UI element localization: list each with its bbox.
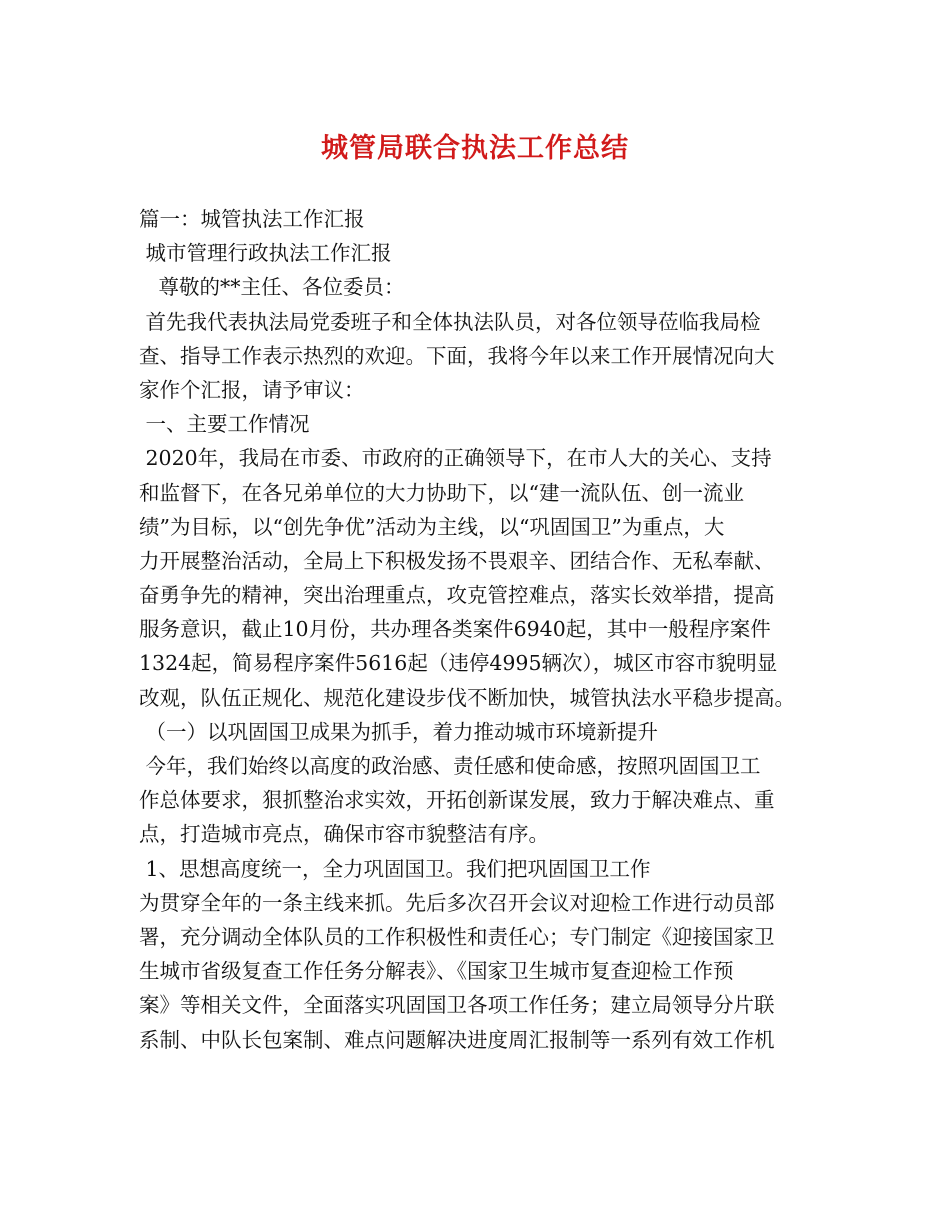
- paragraph-line: 署，充分调动全体队员的工作积极性和责任心；专门制定《迎接国家卫: [139, 924, 775, 949]
- paragraph-line: 绩”为目标，以“创先争优”活动为主线，以“巩固国卫”为重点，大: [139, 514, 725, 539]
- paragraph-line: 城市管理行政执法工作汇报: [139, 241, 392, 266]
- paragraph-line: 2020年，我局在市委、市政府的正确领导下，在市人大的关心、支持: [139, 446, 772, 471]
- paragraph-line: 案》等相关文件，全面落实巩固国卫各项工作任务；建立局领导分片联: [139, 993, 775, 1018]
- paragraph-line: 为贯穿全年的一条主线来抓。先后多次召开会议对迎检工作进行动员部: [139, 890, 775, 915]
- paragraph-line: 1、思想高度统一，全力巩固国卫。我们把巩固国卫工作: [139, 856, 651, 881]
- paragraph-line: 系制、中队长包案制、难点问题解决进度周汇报制等一系列有效工作机: [139, 1027, 775, 1052]
- paragraph-line: 尊敬的**主任、各位委员：: [139, 275, 405, 300]
- paragraph-line: 1324起，简易程序案件5616起（违停4995辆次），城区市容市貌明显: [139, 651, 778, 676]
- paragraph-line: 生城市省级复查工作任务分解表》、《国家卫生城市复查迎检工作预: [139, 959, 734, 984]
- paragraph-line: 今年，我们始终以高度的政治感、责任感和使命感，按照巩固国卫工: [139, 754, 761, 778]
- document-body: [139, 202, 819, 1057]
- paragraph-line: 服务意识，截止10月份，共办理各类案件6940起，其中一般程序案件: [139, 617, 771, 642]
- paragraph-line: 点，打造城市亮点，确保市容市貌整洁有序。: [139, 822, 549, 847]
- paragraph-line: 奋勇争先的精神，突出治理重点，攻克管控难点，落实长效举措，提高: [139, 583, 775, 608]
- paragraph-line: 作总体要求，狠抓整治求实效，开拓创新谋发展，致力于解决难点、重: [139, 788, 775, 813]
- document-title: 城管局联合执法工作总结: [321, 133, 629, 164]
- paragraph-line: 改观，队伍正规化、规范化建设步伐不断加快，城管执法水平稳步提高。: [139, 685, 795, 710]
- paragraph-line: 一、主要工作情况: [139, 412, 310, 437]
- paragraph-line: 篇一：城管执法工作汇报: [139, 207, 365, 231]
- paragraph-line: 力开展整治活动，全局上下积极发扬不畏艰辛、团结合作、无私奉献、: [139, 548, 775, 573]
- paragraph-line: 和监督下，在各兄弟单位的大力协助下，以“建一流队伍、创一流业: [139, 480, 744, 505]
- paragraph-line: 查、指导工作表示热烈的欢迎。下面，我将今年以来工作开展情况向大: [139, 343, 775, 368]
- paragraph-line: 首先我代表执法局党委班子和全体执法队员，对各位领导莅临我局检: [139, 309, 761, 334]
- paragraph-line: （一）以巩固国卫成果为抓手，着力推动城市环境新提升: [139, 719, 659, 744]
- paragraph-line: 家作个汇报，请予审议：: [139, 377, 365, 402]
